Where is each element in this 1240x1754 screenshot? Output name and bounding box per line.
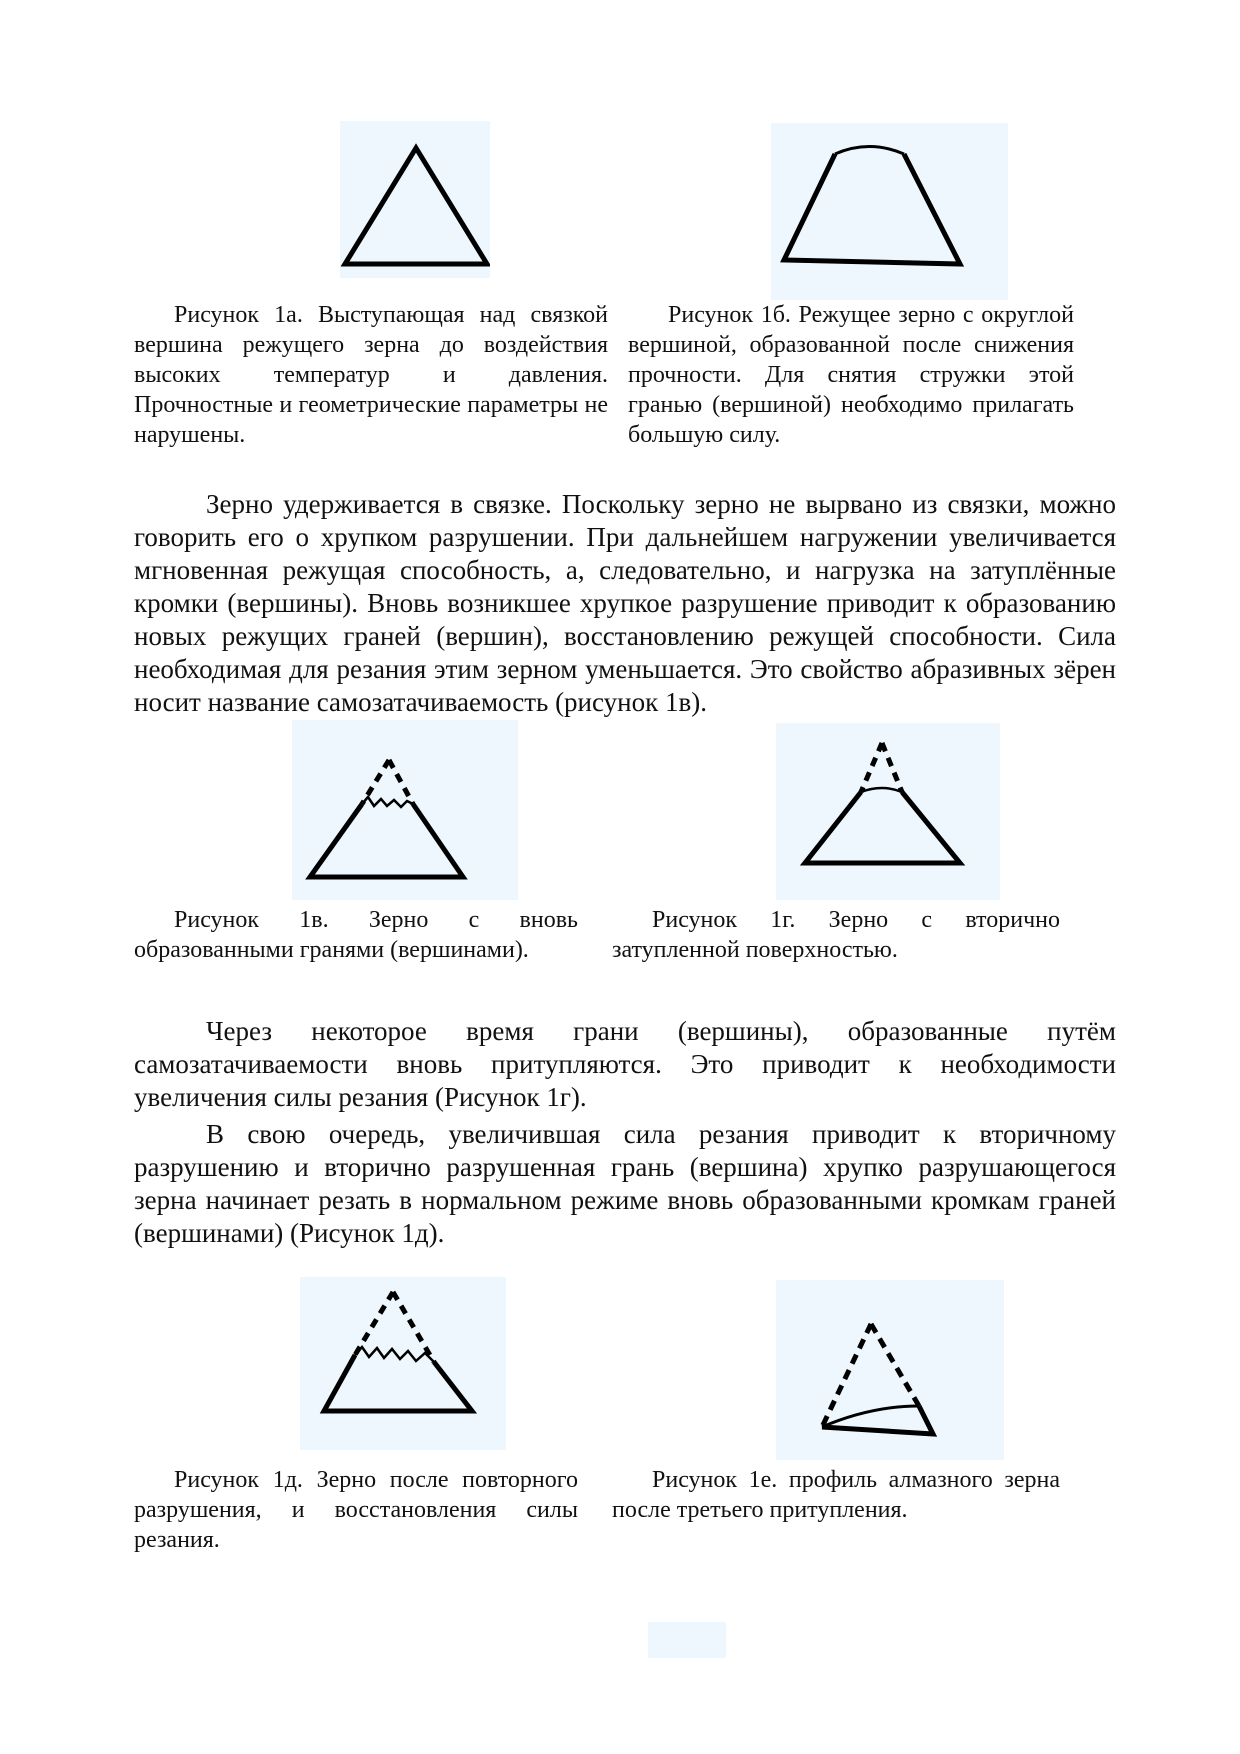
figure-1a-diagram [340,121,490,278]
figure-1a-caption: Рисунок 1а. Выступающая над связкой вершина режущего зерна до воздействия высоких температур и давления. Прочностные и геометрические параметры не нарушены. [134,302,608,448]
figure-1v-diagram [292,720,518,900]
figure-1e [776,1280,1004,1460]
figure-1b-caption: Рисунок 1б. Режущее зерно с округлой вершиной, образованной после снижения прочности. Для снятия стружки этой гранью (вершиной) необходимо прилагать большую силу. [628,302,1074,448]
figure-1v-caption: Рисунок 1в. Зерно с вновь образованными гранями (вершинами). [134,907,578,963]
figure-1v [292,720,518,900]
page-number-area [648,1622,726,1658]
figure-1d-caption: Рисунок 1д. Зерно после повторного разрушения, и восстановления силы резания. [134,1467,578,1553]
body-paragraph-2: Через некоторое время грани (вершины), образованные путём самозатачиваемости вновь притупляются. Это приводит к необходимости увеличения силы резания (Рисунок 1г). [134,1016,1116,1112]
figure-1g-diagram [776,723,1000,900]
figure-1e-diagram [776,1280,1004,1460]
figure-1d-diagram [300,1277,506,1450]
figure-1b-diagram [771,123,1008,300]
figure-1a [340,121,490,278]
figure-1d [300,1277,506,1450]
figure-1g [776,723,1000,900]
figure-1e-caption: Рисунок 1е. профиль алмазного зерна после третьего притупления. [612,1467,1060,1523]
figure-1g-caption: Рисунок 1г. Зерно с вторично затупленной поверхностью. [612,907,1060,963]
body-paragraph-3: В свою очередь, увеличившая сила резания приводит к вторичному разрушению и вторично разрушенная грань (вершина) хрупко разрушающегося зерна начинает резать в нормальном режиме вновь образованными кромкам граней (вершинами) (Рисунок 1д). [134,1119,1116,1248]
figure-1b [771,123,1008,300]
body-paragraph-1: Зерно удерживается в связке. Поскольку зерно не вырвано из связки, можно говорить его о хрупком разрушении. При дальнейшем нагружении увеличивается мгновенная режущая способность, а, следовательно, и нагрузка на затуплённые кромки (вершины). Вновь возникшее хрупкое разрушение приводит к образованию новых режущих граней (вершин), восстановлению режущей способности. Сила необходимая для резания этим зерном уменьшается. Это свойство абразивных зёрен носит название самозатачиваемость (рисунок 1в). [134,489,1116,717]
